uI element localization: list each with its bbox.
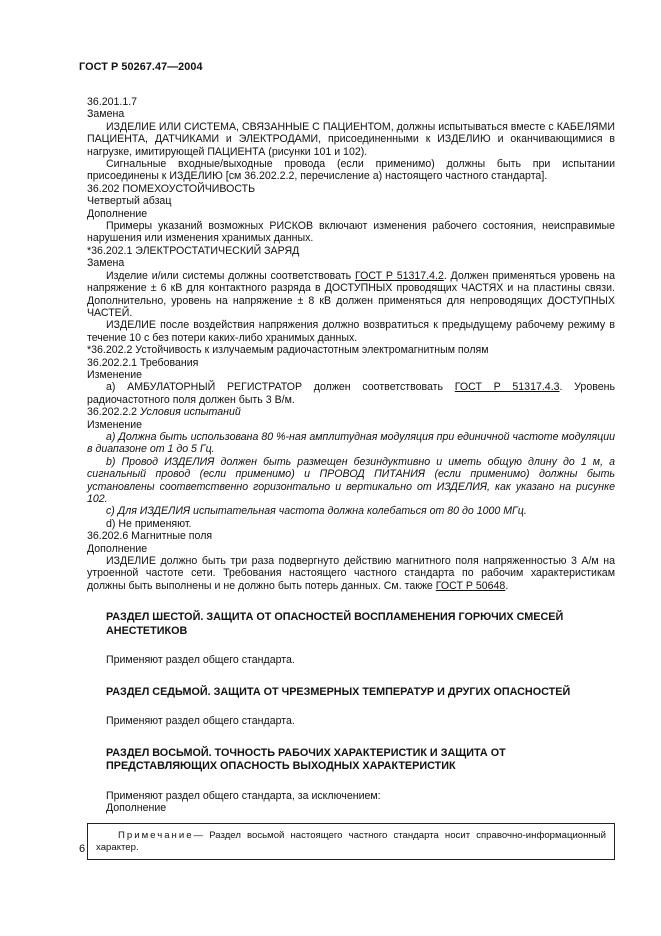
note-box xyxy=(87,823,615,859)
paragraph: а) Должна быть использована 80 %-ная амплитудная модуляция при единичной частоте модуляции в диапазоне от 1 до 5 Гц. xyxy=(87,430,615,456)
standard-link[interactable]: ГОСТ Р 51317.4.2 xyxy=(354,269,444,282)
section-six-text: Применяют раздел общего стандарта. xyxy=(106,654,295,667)
clause-label: Дополнение xyxy=(87,207,148,220)
clause-label: Дополнение xyxy=(87,542,148,555)
note-label: Примечание xyxy=(118,830,194,842)
clause-heading: 36.202.2.2 Условия испытаний xyxy=(87,406,241,419)
document-body xyxy=(87,96,615,860)
clause-heading: *36.202.2 Устойчивость к излучаемым радиочастотным электромагнитным полям xyxy=(87,344,489,357)
paragraph: ИЗДЕЛИЕ после воздействия напряжения должно возвратиться к предыдущему рабочему режиму в течение 10 с без потери каких-либо хранимых данных. xyxy=(87,319,615,344)
standard-link[interactable]: ГОСТ Р 51317.4.3 xyxy=(454,381,560,394)
clause-label: Изменение xyxy=(87,418,143,431)
section-eight-text: Применяют раздел общего стандарта, за исключением: xyxy=(106,789,381,802)
clause-label: Замена xyxy=(87,257,125,270)
section-six-title: РАЗДЕЛ ШЕСТОЙ. ЗАЩИТА ОТ ОПАСНОСТЕЙ ВОСПЛАМЕНЕНИЯ ГОРЮЧИХ СМЕСЕЙ АНЕСТЕТИКОВ xyxy=(106,611,564,637)
section-seven-title: РАЗДЕЛ СЕДЬМОЙ. ЗАЩИТА ОТ ЧРЕЗМЕРНЫХ ТЕМПЕРАТУР И ДРУГИХ ОПАСНОСТЕЙ xyxy=(106,685,571,698)
clause-label: Четвертый абзац xyxy=(87,195,172,208)
paragraph: а) АМБУЛАТОРНЫЙ РЕГИСТРАТОР должен соответствовать ГОСТ Р 51317.4.3. Уровень радиочастотного поля должен быть 3 В/м. xyxy=(87,381,615,406)
clause-heading: 36.202.2.1 Требования xyxy=(87,356,199,369)
paragraph: ИЗДЕЛИЕ ИЛИ СИСТЕМА, СВЯЗАННЫЕ С ПАЦИЕНТОМ, должны испытываться вместе с КАБЕЛЯМИ ПАЦИЕНТА, ДАТЧИКАМИ и ЭЛЕКТРОДАМИ, присоединенными к ИЗДЕЛИЮ и оканчивающимися в нагрузке, имитирующей ПАЦИЕНТА (рисунки 101 и 102). xyxy=(87,120,615,158)
section-eight-title: РАЗДЕЛ ВОСЬМОЙ. ТОЧНОСТЬ РАБОЧИХ ХАРАКТЕРИСТИК И ЗАЩИТА ОТ ПРЕДСТАВЛЯЮЩИХ ОПАСНОСТЬ ВЫХОДНЫХ ХАРАКТЕРИСТИК xyxy=(106,746,506,773)
clause-label: Замена xyxy=(87,108,125,121)
section-eight-addition: Дополнение xyxy=(106,801,167,814)
clause-heading: *36.202.1 ЭЛЕКТРОСТАТИЧЕСКИЙ ЗАРЯД xyxy=(87,244,300,257)
standard-link[interactable]: ГОСТ Р 50648 xyxy=(435,579,506,592)
section-seven-text: Применяют раздел общего стандарта. xyxy=(106,715,295,728)
clause-label: Изменение xyxy=(87,368,143,381)
paragraph: d) Не применяют. xyxy=(106,517,192,530)
paragraph: Примеры указаний возможных РИСКОВ включают изменения рабочего состояния, неисправимые нарушения или изменения хранимых данных. xyxy=(87,220,615,245)
document-header: ГОСТ Р 50267.47—2004 xyxy=(79,61,203,73)
clause-heading: 36.202.6 Магнитные поля xyxy=(87,530,213,543)
note-text: — Раздел восьмой настоящего частного стандарта носит справочно-информационный характер. xyxy=(96,830,606,853)
clause-number: 36.201.1.7 xyxy=(87,96,138,108)
paragraph: Изделие и/или системы должны соответствовать ГОСТ Р 51317.4.2. Должен применяться уровень на напряжение ± 6 кВ для контактного разряда в ДОСТУПНЫХ проводящих ЧАСТЯХ и на пластины связи. Дополнительно, уровень на напряжение ± 8 кВ должен применяться для непроводящих ДОСТУПНЫХ ЧАСТЕЙ. xyxy=(87,269,615,319)
paragraph: Сигнальные входные/выходные провода (если применимо) должны быть при испытании присоединены к ИЗДЕЛИЮ [см 36.202.2.2, перечисление а) настоящего частного стандарта]. xyxy=(87,158,615,183)
paragraph: с) Для ИЗДЕЛИЯ испытательная частота должна колебаться от 80 до 1000 МГц. xyxy=(106,505,527,518)
paragraph: ИЗДЕЛИЕ должно быть три раза подвергнуто действию магнитного поля напряженностью 3 А/м на утроенной частоте сети. Требования настоящего частного стандарта по рабочим характеристикам должны быть выполнены и не должно быть потерь данных. См. также ГОСТ Р 50648. xyxy=(87,555,615,592)
clause-heading: 36.202 ПОМЕХОУСТОЙЧИВОСТЬ xyxy=(87,182,256,195)
paragraph: b) Провод ИЗДЕЛИЯ должен быть размещен безиндуктивно и иметь общую длину до 1 м, а сигнальный провод (если применимо) и ПРОВОД ПИТАНИЯ (если применимо) должны быть установлены соответственно горизонтально и вертикально от ИЗДЕЛИЯ, как указано на рисунке 102. xyxy=(87,455,615,505)
page-number: 6 xyxy=(79,843,86,855)
